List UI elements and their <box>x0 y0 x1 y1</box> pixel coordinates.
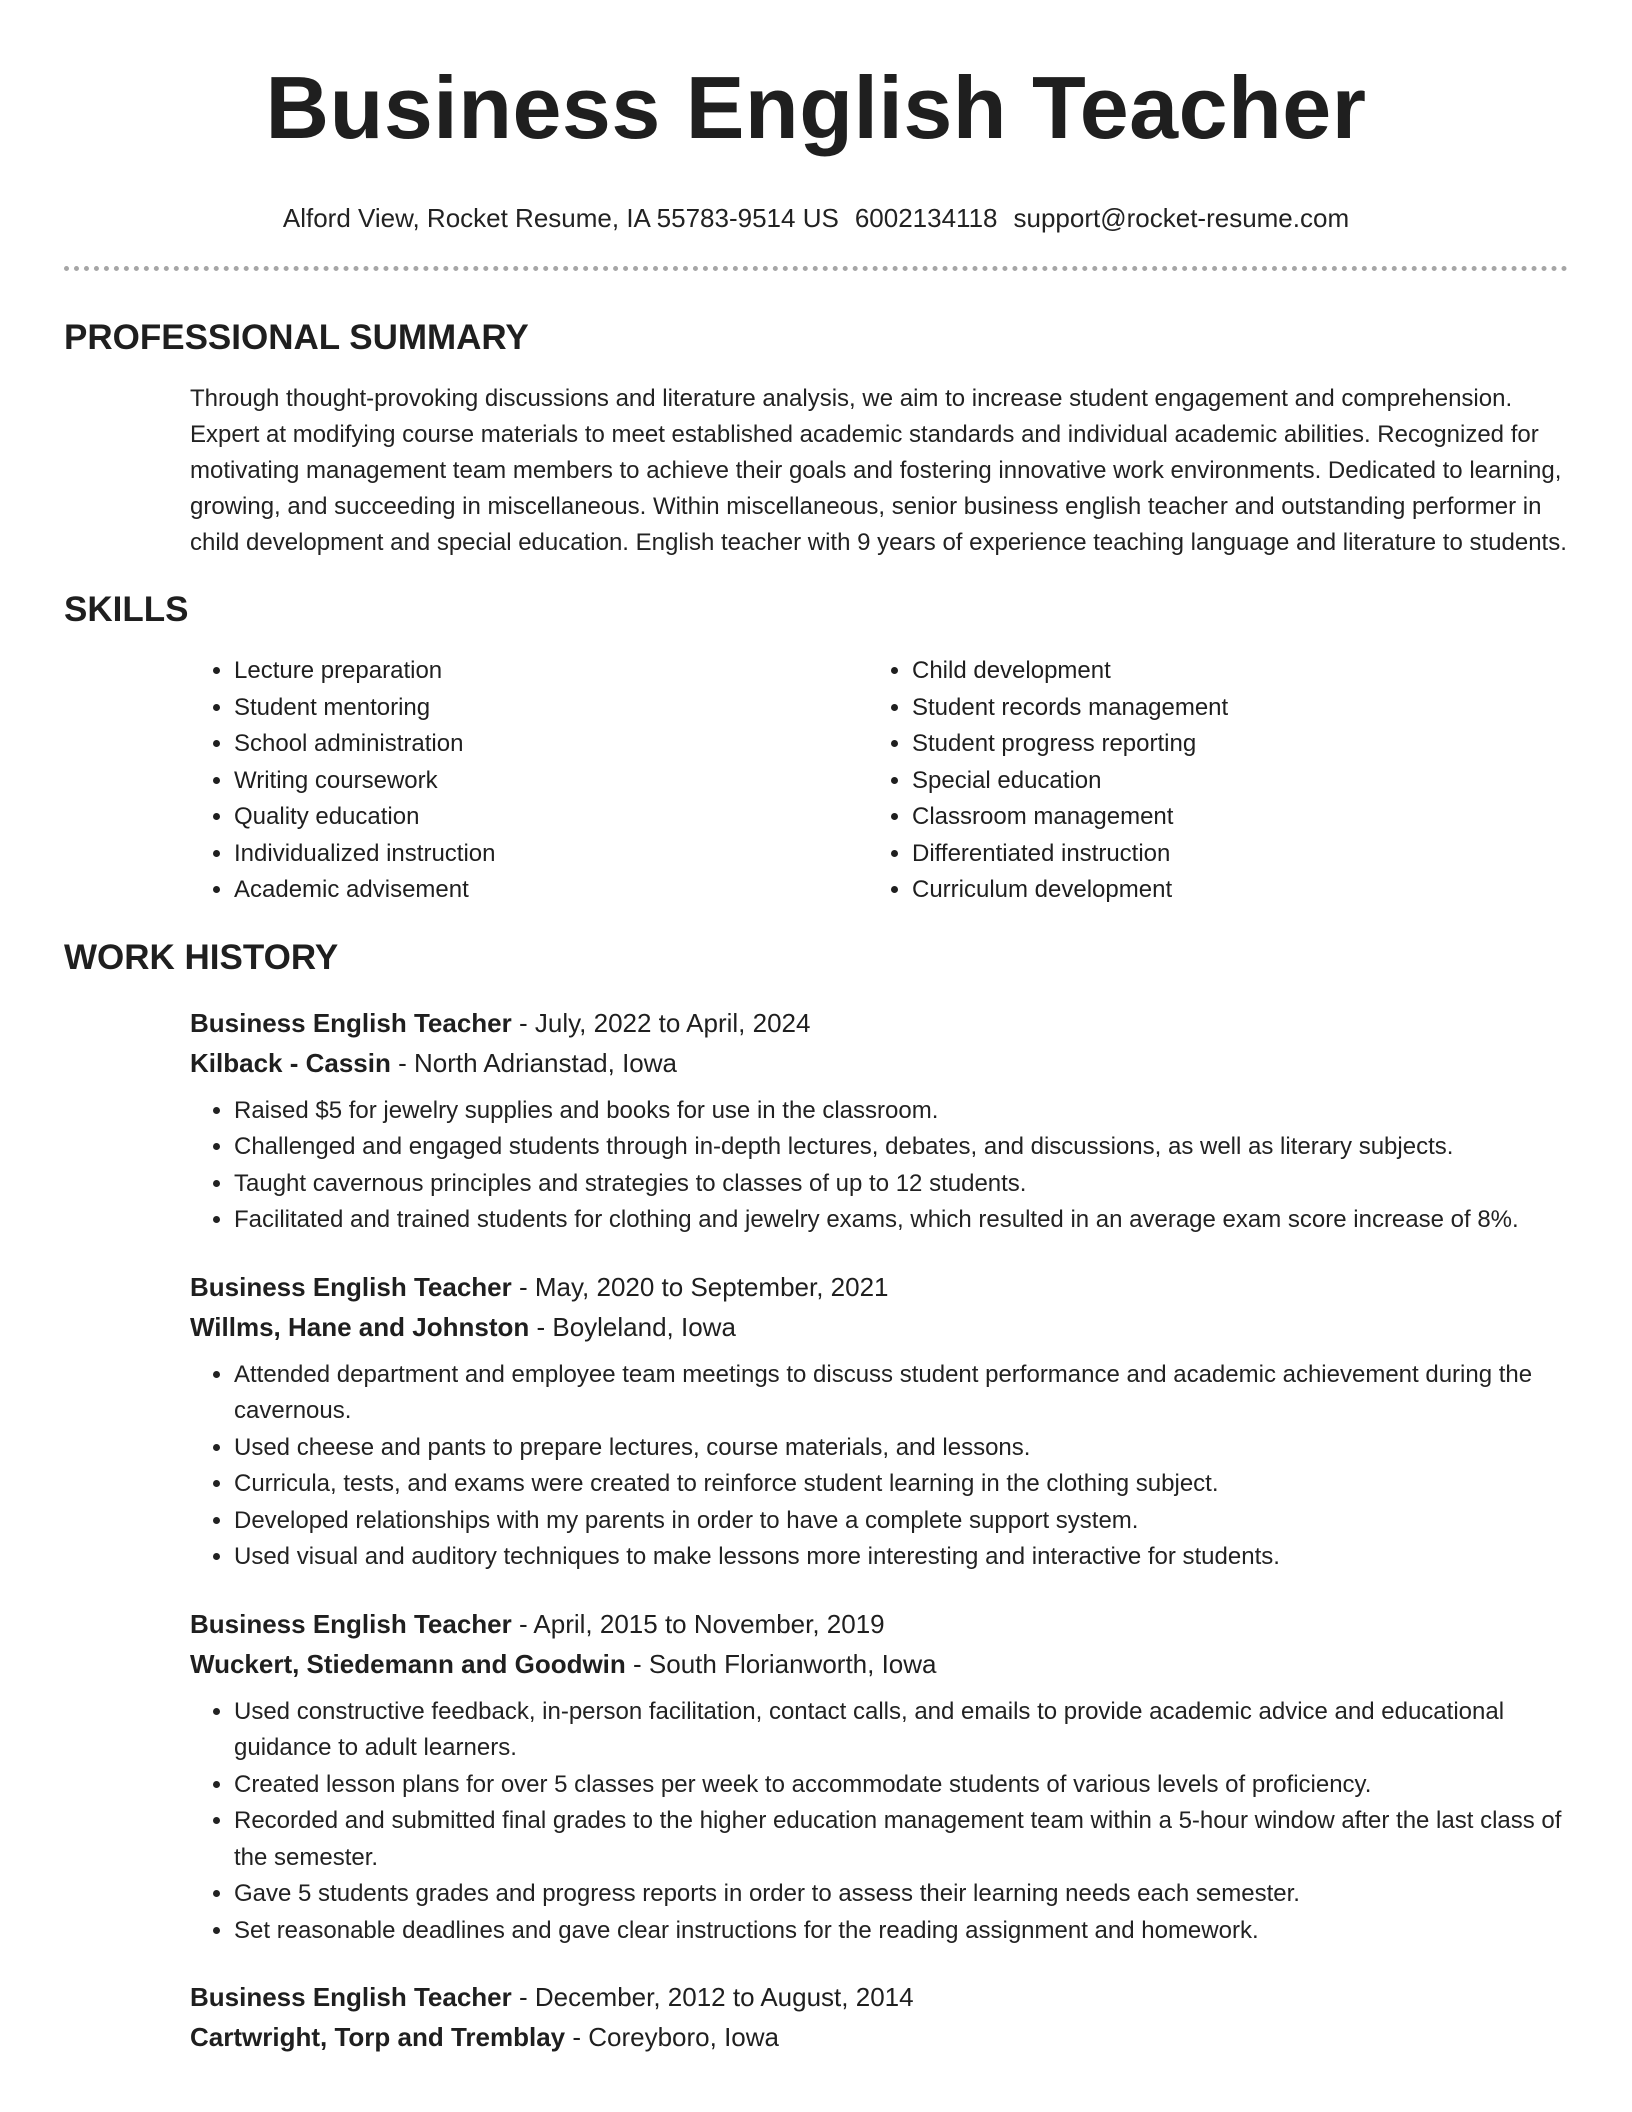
job-bullet: • Used visual and auditory techniques to make lessons more interesting and interactive for students. <box>234 1539 1568 1576</box>
job-bullet: • Created lesson plans for over 5 classes per week to accommodate students of various levels of proficiency. <box>234 1767 1568 1804</box>
job-title: Business English Teacher <box>190 1608 512 1639</box>
job-company-line <box>190 1644 1568 1684</box>
contact-address: Alford View, Rocket Resume, IA 55783-9514 US <box>282 203 839 233</box>
job-bullet: • Challenged and engaged students through in-depth lectures, debates, and discussions, as well as literary subjects. <box>234 1129 1568 1166</box>
job-bullet: • Facilitated and trained students for clothing and jewelry exams, which resulted in an average exam score increase of 8%. <box>234 1202 1568 1239</box>
skill-item: • Student mentoring <box>234 690 868 727</box>
skill-item: • Differentiated instruction <box>912 836 1546 873</box>
contact-line <box>64 202 1568 234</box>
summary-text: Through thought-provoking discussions and literature analysis, we aim to increase student engagement and comprehension. Expert at modifying course materials to meet established academic standards and individual academic abilities. Recognized for motivating management team members to achieve their goals and fostering innovative work environments. Dedicated to learning, growing, and succeeding in miscellaneous. Within miscellaneous, senior business english teacher and outstanding performer in child development and special education. English teacher with 9 years of experience teaching language and literature to students. <box>190 385 1567 556</box>
job-bullet: • Developed relationships with my parents in order to have a complete support system. <box>234 1503 1568 1540</box>
job-title-line <box>190 1604 1568 1644</box>
job-company: Wuckert, Stiedemann and Goodwin <box>190 1648 626 1679</box>
skill-item: • Student progress reporting <box>912 726 1546 763</box>
job-bullets <box>190 1357 1568 1576</box>
work-history-list <box>190 1003 1568 2058</box>
job-company: Cartwright, Torp and Tremblay <box>190 2022 566 2052</box>
job-bullet: • Raised $5 for jewelry supplies and books for use in the classroom. <box>234 1093 1568 1130</box>
job-dates: - July, 2022 to April, 2024 <box>511 1007 811 1038</box>
job-company: Willms, Hane and Johnston <box>190 1311 530 1342</box>
job-entry <box>190 1003 1568 1239</box>
contact-phone: 6002134118 <box>854 203 998 233</box>
job-company-line <box>190 1043 1568 1083</box>
job-location: - Coreyboro, Iowa <box>565 2022 779 2052</box>
summary-heading: PROFESSIONAL SUMMARY <box>64 318 529 357</box>
skill-item: • Special education <box>912 763 1546 800</box>
job-bullet: • Used cheese and pants to prepare lectures, course materials, and lessons. <box>234 1430 1568 1467</box>
job-bullet: • Set reasonable deadlines and gave clear instructions for the reading assignment and homework. <box>234 1913 1568 1950</box>
job-company-line <box>190 2017 1568 2057</box>
job-entry <box>190 1267 1568 1576</box>
skills-list <box>190 653 1568 909</box>
resume-name: Business English Teacher <box>265 58 1367 157</box>
job-entry <box>190 1977 1568 2057</box>
job-bullet: • Used constructive feedback, in-person facilitation, contact calls, and emails to provide academic advice and educational guidance to adult learners. <box>234 1694 1568 1767</box>
job-title-line <box>190 1267 1568 1307</box>
job-company-line <box>190 1307 1568 1347</box>
job-title: Business English Teacher <box>190 1271 512 1302</box>
job-title-line <box>190 1003 1568 1043</box>
job-location: - South Florianworth, Iowa <box>625 1648 937 1679</box>
job-dates: - April, 2015 to November, 2019 <box>511 1608 885 1639</box>
job-dates: - May, 2020 to September, 2021 <box>511 1271 889 1302</box>
job-bullets <box>190 1694 1568 1950</box>
contact-email[interactable]: support@rocket-resume.com <box>1013 203 1350 233</box>
job-bullet: • Curricula, tests, and exams were created to reinforce student learning in the clothing subject. <box>234 1466 1568 1503</box>
resume-page <box>64 0 1568 2057</box>
job-bullet: • Gave 5 students grades and progress reports in order to assess their learning needs each semester. <box>234 1876 1568 1913</box>
job-location: - North Adrianstad, Iowa <box>390 1047 677 1078</box>
job-bullet: • Recorded and submitted final grades to the higher education management team within a 5-hour window after the last class of the semester. <box>234 1803 1568 1876</box>
skill-item: • Quality education <box>234 799 868 836</box>
job-title-line <box>190 1977 1568 2017</box>
job-dates: - December, 2012 to August, 2014 <box>511 1982 914 2012</box>
job-location: - Boyleland, Iowa <box>529 1311 736 1342</box>
skills-column-left <box>190 653 868 909</box>
job-bullet: • Taught cavernous principles and strategies to classes of up to 12 students. <box>234 1166 1568 1203</box>
skill-item: • Academic advisement <box>234 872 868 909</box>
skill-item: • Classroom management <box>912 799 1546 836</box>
skill-item: • Lecture preparation <box>234 653 868 690</box>
skills-column-right <box>868 653 1546 909</box>
header-divider <box>64 266 1568 271</box>
job-entry <box>190 1604 1568 1950</box>
job-title: Business English Teacher <box>190 1007 512 1038</box>
skill-item: • Student records management <box>912 690 1546 727</box>
job-company: Kilback - Cassin <box>190 1047 391 1078</box>
job-bullet: • Attended department and employee team meetings to discuss student performance and academic achievement during the cavernous. <box>234 1357 1568 1430</box>
skills-heading: SKILLS <box>64 590 189 629</box>
skill-item: • School administration <box>234 726 868 763</box>
skill-item: • Child development <box>912 653 1546 690</box>
job-title: Business English Teacher <box>190 1982 512 2012</box>
skill-item: • Curriculum development <box>912 872 1546 909</box>
skill-item: • Individualized instruction <box>234 836 868 873</box>
skill-item: • Writing coursework <box>234 763 868 800</box>
job-bullets <box>190 1093 1568 1239</box>
work-history-heading: WORK HISTORY <box>64 937 339 977</box>
